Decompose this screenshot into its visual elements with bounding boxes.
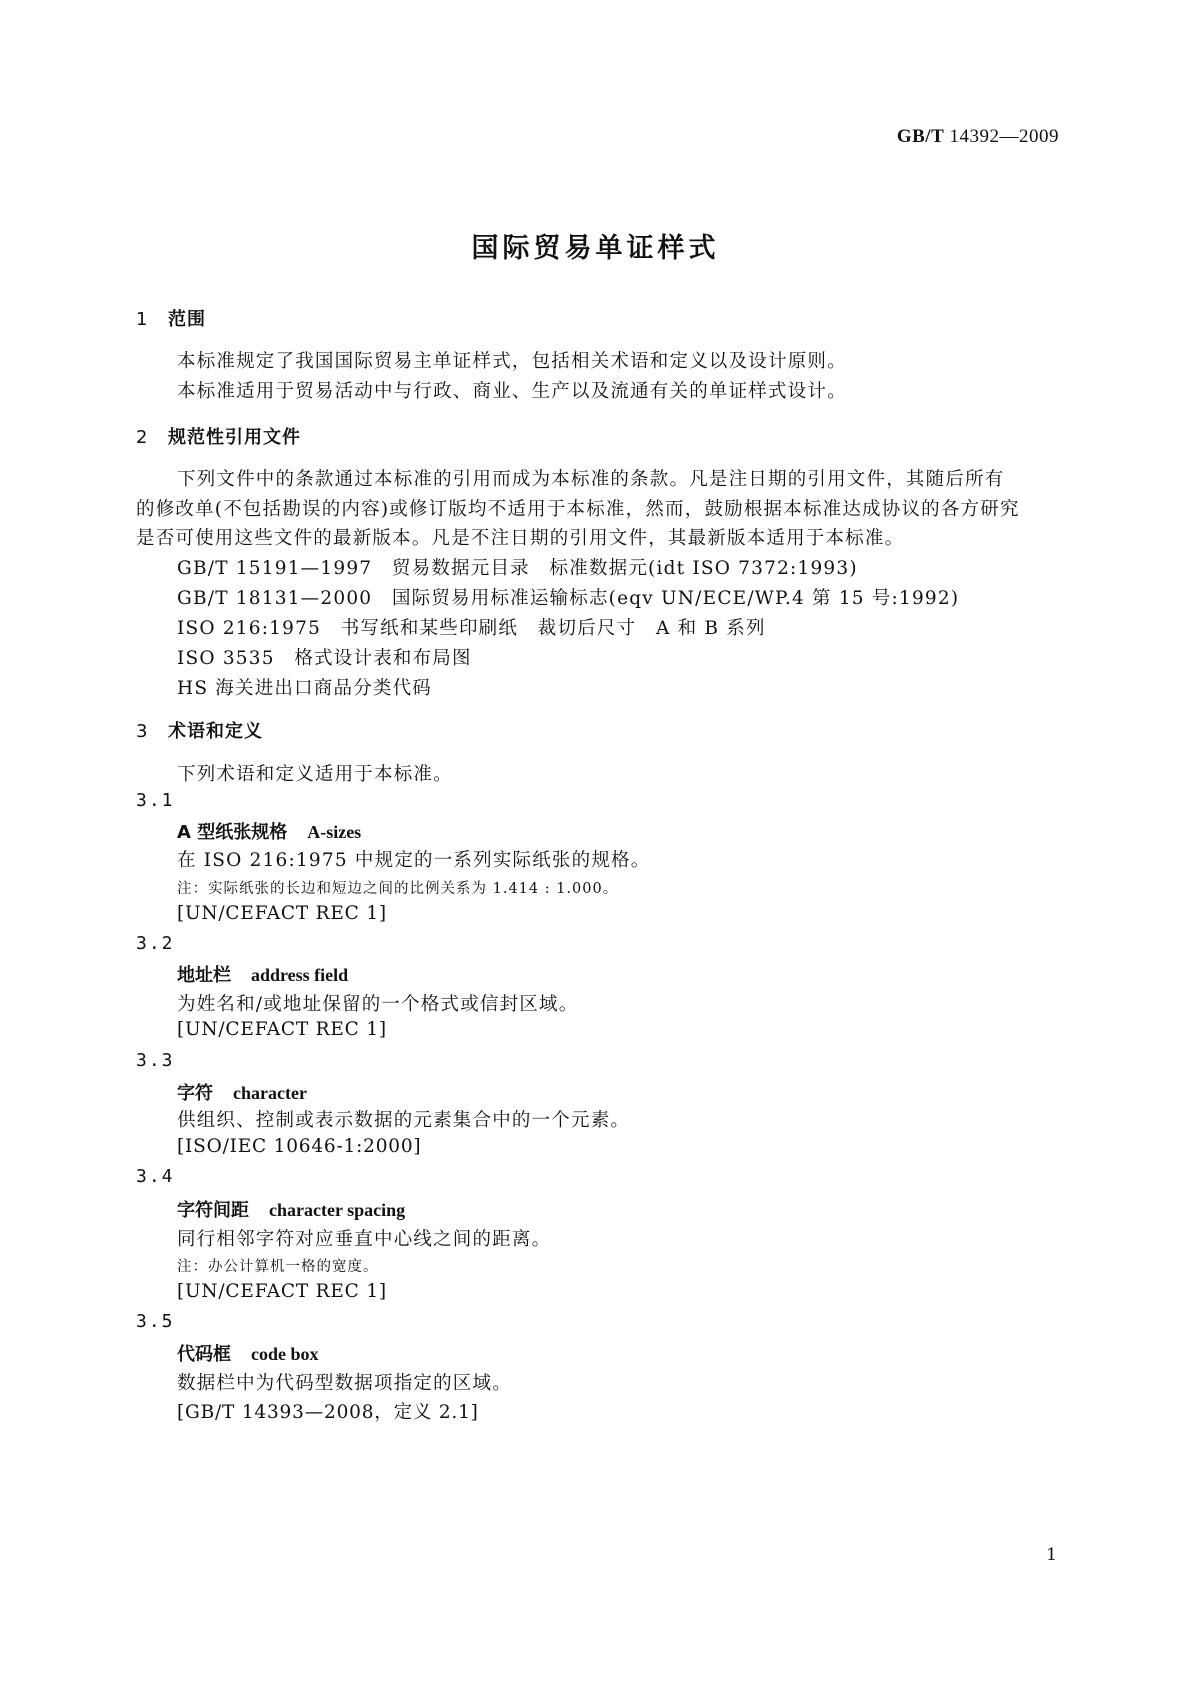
term-note: 注：实际纸张的长边和短边之间的比例关系为 1.414 : 1.000。	[177, 881, 619, 897]
term-definition: 在 ISO 216:1975 中规定的一系列实际纸张的规格。	[177, 850, 651, 871]
term-heading	[177, 1340, 319, 1366]
term-heading	[177, 961, 348, 987]
term-note: 注：办公计算机一格的宽度。	[177, 1259, 379, 1275]
term-definition: 为姓名和/或地址保留的一个格式或信封区域。	[177, 994, 579, 1015]
standard-number-value: 14392—2009	[949, 126, 1059, 147]
paragraph-line: 是否可使用这些文件的最新版本。凡是不注日期的引用文件，其最新版本适用于本标准。	[136, 528, 905, 549]
term-en: character spacing	[269, 1200, 406, 1220]
standard-number-prefix: GB/T	[896, 126, 945, 147]
term-definition: 供组织、控制或表示数据的元素集合中的一个元素。	[177, 1110, 631, 1131]
term-number: 3.2	[136, 933, 175, 954]
term-source: [UN/CEFACT REC 1]	[177, 1019, 387, 1040]
term-zh: A 型纸张规格	[177, 822, 288, 843]
term-zh: 字符	[177, 1083, 213, 1104]
term-source: [UN/CEFACT REC 1]	[177, 903, 387, 924]
term-number: 3.5	[136, 1311, 175, 1332]
term-en: A-sizes	[307, 822, 362, 842]
term-definition: 数据栏中为代码型数据项指定的区域。	[177, 1373, 512, 1394]
term-heading	[177, 1079, 307, 1105]
term-number: 3.1	[136, 790, 175, 811]
section-number: 3	[136, 721, 149, 742]
term-source: [UN/CEFACT REC 1]	[177, 1281, 387, 1302]
term-definition: 同行相邻字符对应垂直中心线之间的距离。	[177, 1229, 552, 1250]
page-number: 1	[1046, 1545, 1057, 1565]
term-number: 3.4	[136, 1166, 175, 1187]
section-title: 范围	[168, 309, 206, 330]
paragraph: 本标准适用于贸易活动中与行政、商业、生产以及流通有关的单证样式设计。	[177, 381, 847, 402]
section-2-heading	[136, 423, 301, 449]
term-en: character	[233, 1083, 307, 1103]
paragraph-line: 下列文件中的条款通过本标准的引用而成为本标准的条款。凡是注日期的引用文件，其随后所有	[177, 469, 1005, 490]
term-en: code box	[251, 1344, 319, 1364]
term-zh: 代码框	[177, 1344, 231, 1365]
reference-item: ISO 216:1975 书写纸和某些印刷纸 裁切后尺寸 A 和 B 系列	[177, 618, 766, 639]
term-en: address field	[251, 965, 349, 985]
paragraph: 下列术语和定义适用于本标准。	[177, 764, 453, 785]
reference-item: HS 海关进出口商品分类代码	[177, 678, 432, 699]
document-title: 国际贸易单证样式	[471, 233, 720, 264]
reference-item: GB/T 18131—2000 国际贸易用标准运输标志(eqv UN/ECE/WP.4 第 15 号:1992)	[177, 588, 960, 609]
section-title: 术语和定义	[168, 721, 263, 742]
paragraph-line: 的修改单(不包括勘误的内容)或修订版均不适用于本标准，然而，鼓励根据本标准达成协议的各方研究	[136, 499, 1020, 520]
term-source: [ISO/IEC 10646-1:2000]	[177, 1136, 422, 1157]
section-1-heading	[136, 305, 206, 331]
term-number: 3.3	[136, 1050, 175, 1071]
standard-number	[897, 126, 1059, 148]
reference-item: GB/T 15191—1997 贸易数据元目录 标准数据元(idt ISO 7372:1993)	[177, 558, 858, 579]
paragraph: 本标准规定了我国国际贸易主单证样式，包括相关术语和定义以及设计原则。	[177, 351, 847, 372]
section-title: 规范性引用文件	[168, 427, 301, 448]
section-number: 2	[136, 427, 149, 448]
term-zh: 地址栏	[177, 965, 231, 986]
reference-item: ISO 3535 格式设计表和布局图	[177, 648, 472, 669]
term-heading	[177, 1196, 405, 1222]
term-heading	[177, 818, 361, 844]
term-zh: 字符间距	[177, 1200, 249, 1221]
section-3-heading	[136, 717, 263, 743]
term-source: [GB/T 14393—2008，定义 2.1]	[177, 1402, 479, 1423]
section-number: 1	[136, 309, 149, 330]
